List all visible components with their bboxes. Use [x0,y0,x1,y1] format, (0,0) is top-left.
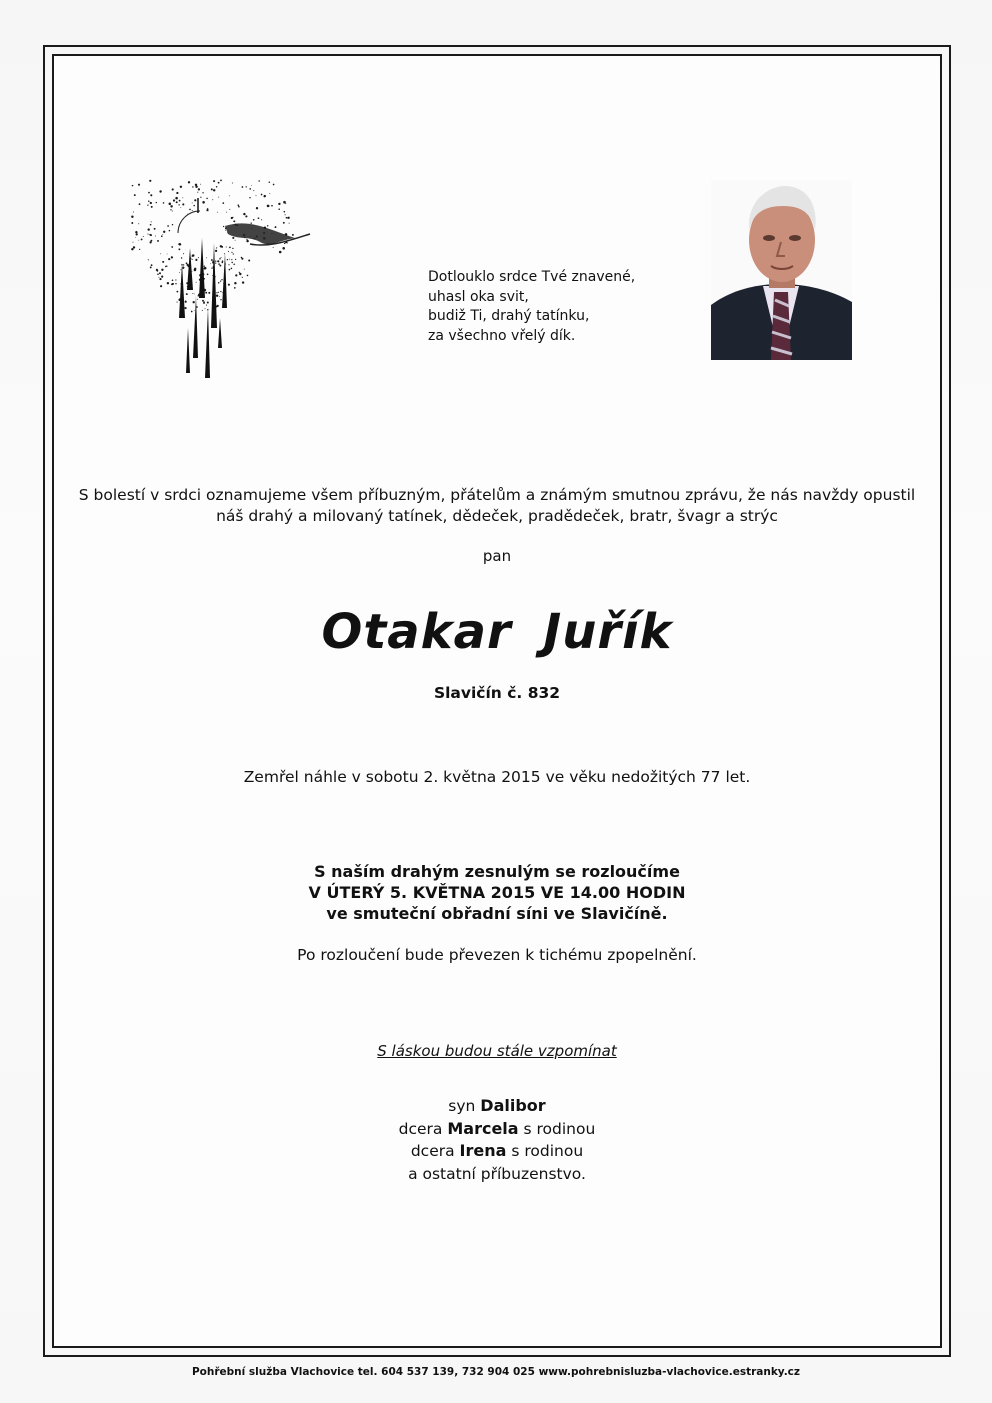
funeral-service-footer: Pohřební služba Vlachovice tel. 604 537 139, 732 904 025 www.pohrebnisluzba-vlachovice.estranky.cz [191,1366,801,1378]
family-member: dcera Irena s rodinou [410,1141,584,1160]
announcement-line: náš drahý a milovaný tatínek, dědeček, pradědeček, bratr, švagr a strýc [216,507,778,525]
candle-ornament-icon [130,178,320,393]
deceased-name: Otakar Juřík [321,604,673,660]
poem-line: Dotlouklo srdce Tvé znavené, [428,269,636,285]
honorific: pan [482,547,512,565]
remembrance-heading: S láskou budou stále vzpomínat [377,1042,617,1060]
transfer-note: Po rozloučení bude převezen k tichému zpopelnění. [297,946,697,964]
announcement-text [52,485,942,527]
announcement-line: S bolestí v srdci oznamujeme všem příbuzným, přátelům a známým smutnou zprávu, že nás navždy opustil [78,486,916,504]
death-notice: Zemřel náhle v sobotu 2. května 2015 ve věku nedožitých 77 let. [243,768,751,786]
poem-line: uhasl oka svit, [428,288,529,305]
ceremony-date-line: V ÚTERÝ 5. KVĚTNA 2015 VE 14.00 HODIN [308,883,686,902]
family-list [52,1095,942,1185]
ceremony-info [52,861,942,924]
family-member: a ostatní příbuzenstvo. [408,1164,586,1183]
poem-line: za všechno vřelý dík. [428,327,576,344]
ceremony-place-line: ve smuteční obřadní síni ve Slavičíně. [326,904,668,923]
memorial-poem [428,268,688,346]
deceased-address: Slavičín č. 832 [433,684,561,702]
family-member: syn Dalibor [448,1096,546,1115]
ceremony-line: S naším drahým zesnulým se rozloučíme [314,862,680,881]
poem-line: budiž Ti, drahý tatínku, [428,308,590,324]
portrait-photo [711,180,852,360]
family-member: dcera Marcela s rodinou [398,1118,596,1138]
